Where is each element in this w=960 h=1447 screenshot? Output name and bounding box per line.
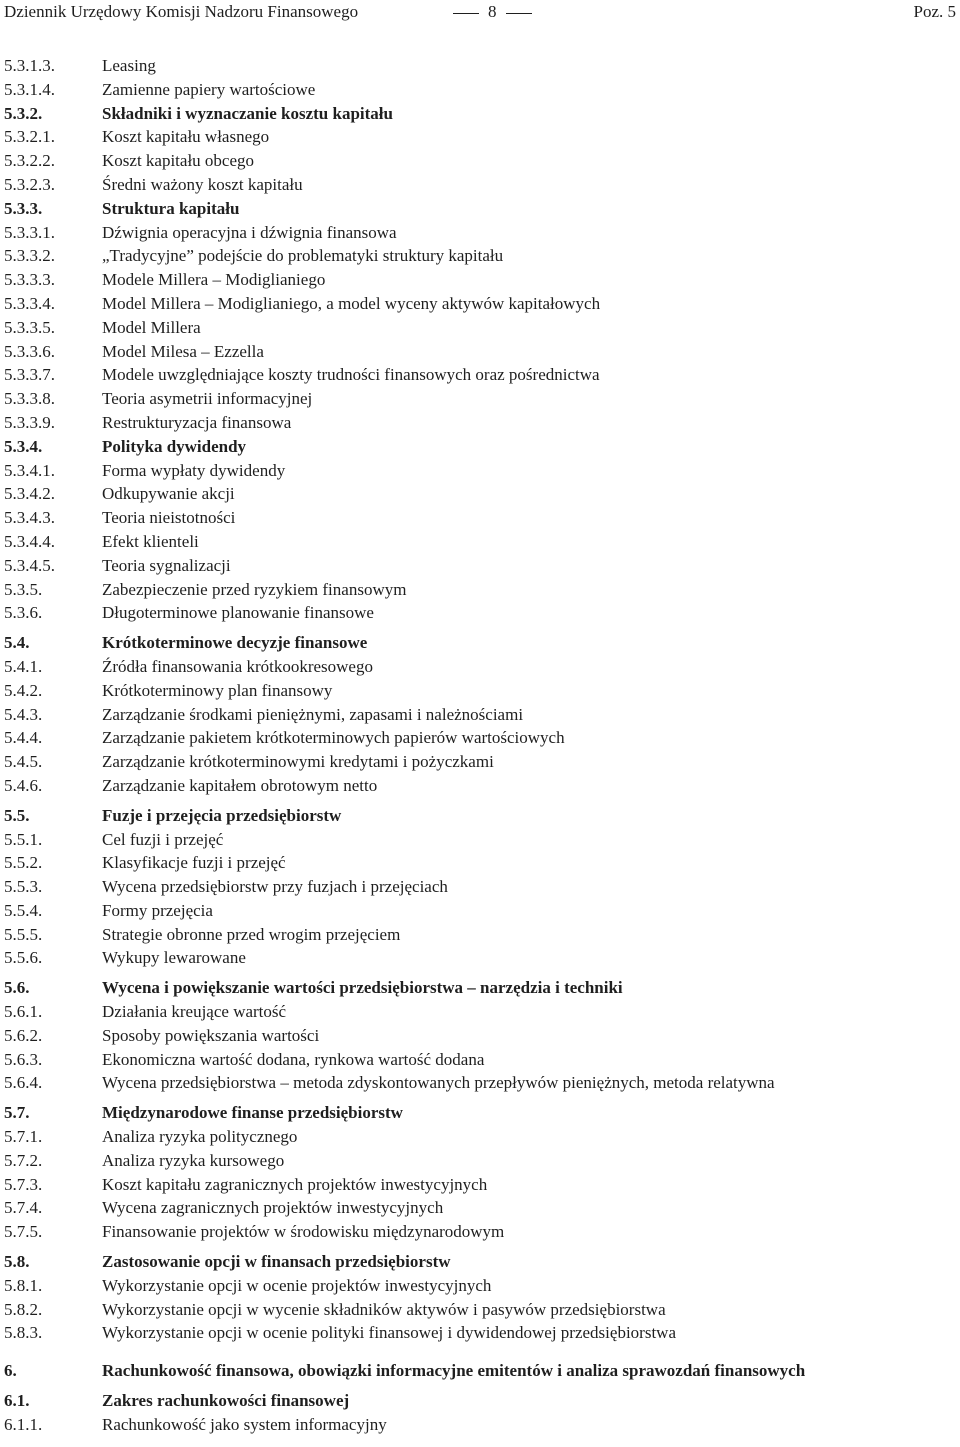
toc-number: 5.3.3.4.: [4, 293, 55, 313]
toc-row: [4, 655, 954, 679]
table-of-contents: [4, 54, 954, 1437]
toc-title: Krótkoterminowy plan finansowy: [102, 680, 333, 700]
toc-row: [4, 554, 954, 578]
toc-section-row: [4, 1389, 954, 1413]
toc-title: Zakres rachunkowości finansowej: [102, 1391, 350, 1411]
toc-row: [4, 54, 954, 78]
toc-title: Średni ważony koszt kapitału: [102, 174, 303, 194]
toc-row: [4, 601, 954, 625]
toc-row: [4, 244, 954, 268]
toc-row: [4, 149, 954, 173]
toc-row: [4, 221, 954, 245]
toc-title: Sposoby powiększania wartości: [102, 1025, 320, 1045]
toc-title: Teoria sygnalizacji: [102, 555, 231, 575]
toc-number: 5.7.2.: [4, 1150, 43, 1170]
toc-number: 5.7.4.: [4, 1198, 43, 1218]
dash-right: [506, 13, 532, 14]
toc-title: Model Millera – Modiglianiego, a model wyceny aktywów kapitałowych: [102, 293, 601, 313]
toc-row: [4, 899, 954, 923]
toc-number: 5.3.1.4.: [4, 79, 55, 99]
toc-number: 5.3.3.5.: [4, 317, 55, 337]
toc-title: Wycena i powiększanie wartości przedsiębiorstwa – narzędzia i techniki: [102, 978, 623, 998]
toc-number: 5.3.3.: [4, 198, 43, 218]
toc-title: Fuzje i przejęcia przedsiębiorstw: [102, 805, 342, 825]
toc-title: Zabezpieczenie przed ryzykiem finansowym: [102, 579, 407, 599]
position-number: Poz. 5: [913, 2, 956, 21]
toc-title: Modele uwzględniające koszty trudności finansowych oraz pośrednictwa: [102, 365, 600, 385]
toc-number: 5.4.5.: [4, 752, 43, 772]
toc-number: 5.5.2.: [4, 853, 43, 873]
toc-title: Wykorzystanie opcji w ocenie polityki finansowej i dywidendowej przedsiębiorstwa: [102, 1323, 676, 1343]
toc-title: Ekonomiczna wartość dodana, rynkowa wartość dodana: [102, 1049, 485, 1069]
toc-title: Zamienne papiery wartościowe: [102, 79, 316, 99]
toc-row: [4, 1413, 954, 1437]
toc-section-row: [4, 102, 954, 126]
toc-number: 5.3.3.6.: [4, 341, 55, 361]
toc-number: 5.7.: [4, 1103, 30, 1123]
toc-title: Klasyfikacje fuzji i przejęć: [102, 853, 286, 873]
toc-number: 5.4.4.: [4, 728, 43, 748]
toc-title: Cel fuzji i przejęć: [102, 829, 224, 849]
toc-title: Polityka dywidendy: [102, 436, 247, 456]
toc-number: 5.5.6.: [4, 948, 43, 968]
toc-number: 5.8.: [4, 1252, 30, 1272]
toc-row: [4, 125, 954, 149]
dash-left: [453, 13, 479, 14]
toc-number: 5.3.4.5.: [4, 555, 55, 575]
toc-row: [4, 411, 954, 435]
toc-title: Efekt klienteli: [102, 531, 199, 551]
toc-number: 5.3.4.3.: [4, 508, 55, 528]
toc-number: 5.3.2.2.: [4, 151, 55, 171]
toc-number: 5.4.2.: [4, 680, 43, 700]
toc-title: Teoria asymetrii informacyjnej: [102, 389, 313, 409]
toc-title: „Tradycyjne” podejście do problematyki struktury kapitału: [102, 246, 504, 266]
toc-row: [4, 482, 954, 506]
toc-title: Leasing: [102, 56, 156, 75]
toc-number: 5.5.1.: [4, 829, 43, 849]
toc-number: 5.5.3.: [4, 877, 43, 897]
toc-section-row: [4, 631, 954, 655]
journal-title: Dziennik Urzędowy Komisji Nadzoru Finansowego: [4, 2, 359, 21]
toc-row: [4, 268, 954, 292]
toc-number: 5.7.1.: [4, 1127, 43, 1147]
toc-row: [4, 1298, 954, 1322]
page-header: [0, 0, 960, 24]
toc-title: Wycena zagranicznych projektów inwestycyjnych: [102, 1198, 444, 1218]
toc-row: [4, 750, 954, 774]
toc-number: 6.1.1.: [4, 1414, 43, 1434]
toc-number: 6.1.: [4, 1391, 30, 1411]
toc-section-row: [4, 1359, 954, 1383]
toc-number: 5.3.4.1.: [4, 460, 55, 480]
toc-number: 5.4.1.: [4, 656, 43, 676]
toc-title: Zarządzanie pakietem krótkoterminowych papierów wartościowych: [102, 728, 565, 748]
toc-row: [4, 78, 954, 102]
toc-title: Rachunkowość finansowa, obowiązki informacyjne emitentów i analiza sprawozdań finansowych: [102, 1361, 806, 1381]
toc-title: Dźwignia operacyjna i dźwignia finansowa: [102, 222, 397, 242]
toc-title: Zarządzanie środkami pieniężnymi, zapasami i należnościami: [102, 704, 524, 724]
toc-row: [4, 1149, 954, 1173]
toc-number: 5.3.5.: [4, 579, 43, 599]
toc-number: 5.5.4.: [4, 900, 43, 920]
toc-row: [4, 340, 954, 364]
toc-row: [4, 578, 954, 602]
toc-row: [4, 1274, 954, 1298]
toc-title: Struktura kapitału: [102, 198, 240, 218]
toc-number: 5.6.3.: [4, 1049, 43, 1069]
toc-title: Modele Millera – Modiglianiego: [102, 270, 326, 290]
toc-number: 5.4.: [4, 633, 30, 653]
toc-row: [4, 363, 954, 387]
toc-number: 5.3.3.9.: [4, 412, 55, 432]
toc-section-row: [4, 197, 954, 221]
toc-row: [4, 1196, 954, 1220]
toc-title: Restrukturyzacja finansowa: [102, 412, 292, 432]
toc-title: Analiza ryzyka kursowego: [102, 1150, 285, 1170]
toc-title: Zarządzanie krótkoterminowymi kredytami i pożyczkami: [102, 752, 494, 772]
toc-title: Wycena przedsiębiorstwa – metoda zdyskontowanych przepływów pieniężnych, metoda relatywna: [102, 1073, 775, 1093]
toc-title: Model Millera: [102, 317, 201, 337]
toc-number: 5.7.5.: [4, 1222, 43, 1242]
toc-number: 5.3.3.1.: [4, 222, 55, 242]
toc-title: Formy przejęcia: [102, 900, 213, 920]
toc-row: [4, 1000, 954, 1024]
toc-number: 5.3.2.: [4, 103, 43, 123]
toc-title: Finansowanie projektów w środowisku międzynarodowym: [102, 1222, 505, 1242]
toc-number: 5.5.5.: [4, 924, 43, 944]
toc-title: Składniki i wyznaczanie kosztu kapitału: [102, 103, 393, 123]
toc-number: 5.3.4.: [4, 436, 43, 456]
toc-row: [4, 726, 954, 750]
toc-section-row: [4, 435, 954, 459]
toc-title: Koszt kapitału zagranicznych projektów inwestycyjnych: [102, 1174, 488, 1194]
toc-title: Teoria nieistotności: [102, 508, 236, 528]
toc-number: 5.7.3.: [4, 1174, 43, 1194]
toc-number: 5.6.1.: [4, 1002, 43, 1022]
toc-title: Rachunkowość jako system informacyjny: [102, 1414, 387, 1434]
toc-row: [4, 703, 954, 727]
toc-row: [4, 828, 954, 852]
toc-number: 5.3.1.3.: [4, 56, 55, 75]
toc-number: 5.8.1.: [4, 1275, 43, 1295]
toc-row: [4, 774, 954, 798]
toc-number: 5.3.2.1.: [4, 127, 55, 147]
toc-number: 5.8.2.: [4, 1299, 43, 1319]
toc-title: Międzynarodowe finanse przedsiębiorstw: [102, 1103, 403, 1123]
toc-number: 5.6.4.: [4, 1073, 43, 1093]
toc-number: 5.3.3.8.: [4, 389, 55, 409]
toc-title: Koszt kapitału własnego: [102, 127, 270, 147]
toc-title: Zarządzanie kapitałem obrotowym netto: [102, 775, 378, 795]
toc-number: 5.3.3.2.: [4, 246, 55, 266]
toc-number: 5.3.3.3.: [4, 270, 55, 290]
toc-title: Wykorzystanie opcji w wycenie składników aktywów i pasywów przedsiębiorstwa: [102, 1299, 666, 1319]
toc-row: [4, 292, 954, 316]
toc-row: [4, 923, 954, 947]
toc-row: [4, 173, 954, 197]
toc-title: Odkupywanie akcji: [102, 484, 235, 504]
toc-section-row: [4, 804, 954, 828]
toc-row: [4, 459, 954, 483]
toc-row: [4, 875, 954, 899]
toc-title: Forma wypłaty dywidendy: [102, 460, 286, 480]
toc-number: 6.: [4, 1361, 17, 1381]
toc-title: Działania kreujące wartość: [102, 1002, 287, 1022]
toc-row: [4, 1048, 954, 1072]
toc-section-row: [4, 1250, 954, 1274]
toc-title: Długoterminowe planowanie finansowe: [102, 603, 374, 623]
toc-section-row: [4, 976, 954, 1000]
toc-title: Analiza ryzyka politycznego: [102, 1127, 298, 1147]
toc-row: [4, 1071, 954, 1095]
toc-row: [4, 1321, 954, 1345]
toc-number: 5.3.2.3.: [4, 174, 55, 194]
toc-row: [4, 851, 954, 875]
toc-number: 5.3.6.: [4, 603, 43, 623]
toc-title: Źródła finansowania krótkookresowego: [102, 656, 373, 676]
toc-title: Koszt kapitału obcego: [102, 151, 255, 171]
toc-number: 5.5.: [4, 805, 30, 825]
toc-row: [4, 1173, 954, 1197]
toc-number: 5.4.6.: [4, 775, 43, 795]
page-number-value: 8: [488, 2, 497, 21]
toc-number: 5.3.4.2.: [4, 484, 55, 504]
toc-row: [4, 387, 954, 411]
toc-title: Zastosowanie opcji w finansach przedsiębiorstw: [102, 1252, 451, 1272]
toc-row: [4, 506, 954, 530]
toc-title: Wykupy lewarowane: [102, 948, 246, 968]
toc-row: [4, 1125, 954, 1149]
toc-title: Wykorzystanie opcji w ocenie projektów inwestycyjnych: [102, 1275, 492, 1295]
page-number: [444, 1, 541, 23]
toc-title: Wycena przedsiębiorstw przy fuzjach i przejęciach: [102, 877, 448, 897]
toc-number: 5.6.2.: [4, 1025, 43, 1045]
toc-row: [4, 316, 954, 340]
toc-row: [4, 946, 954, 970]
toc-number: 5.8.3.: [4, 1323, 43, 1343]
toc-title: Krótkoterminowe decyzje finansowe: [102, 633, 368, 653]
toc-title: Strategie obronne przed wrogim przejęciem: [102, 924, 401, 944]
toc-row: [4, 679, 954, 703]
toc-row: [4, 1024, 954, 1048]
toc-row: [4, 1220, 954, 1244]
toc-title: Model Milesa – Ezzella: [102, 341, 264, 361]
toc-section-row: [4, 1101, 954, 1125]
toc-number: 5.6.: [4, 978, 30, 998]
toc-number: 5.4.3.: [4, 704, 43, 724]
toc-number: 5.3.3.7.: [4, 365, 55, 385]
toc-number: 5.3.4.4.: [4, 531, 55, 551]
toc-row: [4, 530, 954, 554]
